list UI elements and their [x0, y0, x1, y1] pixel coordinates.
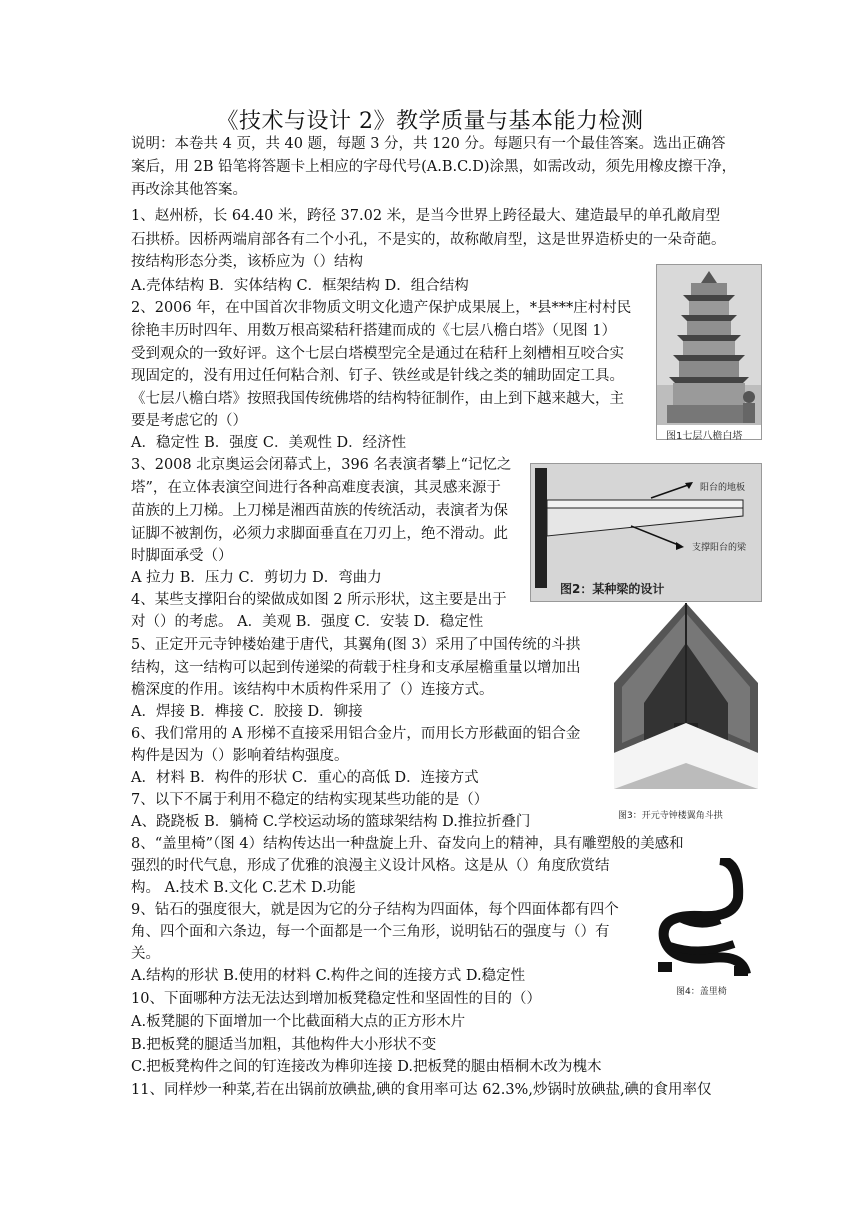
- question-6-line: 6、我们常用的 A 形梯不直接采用铝合金片，而用长方形截面的铝合金: [131, 726, 581, 742]
- question-9-line: 角、四个面和六条边，每一个面都是一个三角形，说明钻石的强度与（）有: [131, 924, 610, 940]
- figure-2-label-floor: 阳台的地板: [700, 483, 746, 493]
- question-10-option-cd: C.把板凳构件之间的钉连接改为榫卯连接 D.把板凳的腿由梧桐木改为槐木: [131, 1059, 602, 1075]
- pagoda-illustration: [657, 265, 761, 439]
- figure-2-caption: 图2：某种梁的设计: [560, 582, 665, 596]
- intro-line: 案后，用 2B 铅笔将答题卡上相应的字母代号(A.B.C.D)涂黑，如需改动，须先用橡皮擦干净，: [131, 159, 737, 175]
- question-3-line: 苗族的上刀梯。上刀梯是湘西苗族的传统活动，表演者为保: [131, 503, 508, 519]
- question-10-option-b: B.把板凳的腿适当加粗，其他构件大小形状不变: [131, 1037, 437, 1053]
- question-2-line: 徐艳丰历时四年、用数万根高粱秸秆搭建而成的《七层八檐白塔》（见图 1）: [131, 323, 617, 339]
- question-1-options: A.壳体结构 B．实体结构 C．框架结构 D．组合结构: [131, 278, 469, 294]
- question-2-line: 受到观众的一致好评。这个七层白塔模型完全是通过在秸秆上刻槽相互咬合实: [131, 346, 624, 362]
- question-4-options: 对（）的考虑。 A．美观 B．强度 C．安装 D．稳定性: [131, 614, 484, 630]
- question-8-options: 构。 A.技术 B.文化 C.艺术 D.功能: [131, 880, 356, 896]
- question-1-line: 石拱桥。因桥两端肩部各有二个小孔，不是实的，故称敞肩型，这是世界造桥史的一朵奇葩。: [131, 232, 726, 248]
- question-10-option-a: A.板凳腿的下面增加一个比截面稍大点的正方形木片: [131, 1014, 466, 1030]
- page-title: 《技术与设计 2》教学质量与基本能力检测: [216, 109, 644, 134]
- question-1-line: 按结构形态分类，该桥应为（）结构: [131, 254, 363, 270]
- roof-illustration: [614, 603, 758, 805]
- question-5-line: 5、正定开元寺钟楼始建于唐代，其翼角(图 3）采用了中国传统的斗拱: [131, 637, 581, 653]
- question-3-line: 3、2008 北京奥运会闭幕式上，396 名表演者攀上“记忆之: [131, 457, 512, 473]
- figure-1-pagoda-photo: [656, 264, 762, 440]
- question-9-options: A.结构的形状 B.使用的材料 C.构件之间的连接方式 D.稳定性: [131, 968, 526, 984]
- question-2-line: 2、2006 年，在中国首次非物质文明文化遗产保护成果展上，*县***庄村村民: [131, 300, 632, 316]
- question-3-line: 塔”，在立体表演空间进行各种高难度表演，其灵感来源于: [131, 480, 501, 496]
- question-2-options: A．稳定性 B．强度 C．美观性 D．经济性: [131, 435, 407, 451]
- question-4-line: 4、某些支撑阳台的梁做成如图 2 所示形状，这主要是出于: [131, 592, 507, 608]
- question-5-line: 檐深度的作用。该结构中木质构件采用了（）连接方式。: [131, 682, 494, 698]
- question-8-line: 8、“盖里椅”（图 4）结构传达出一种盘旋上升、奋发向上的精神，具有雕塑般的美感和: [131, 836, 684, 852]
- question-5-line: 结构，这一结构可以起到传递梁的荷载于柱身和支承屋檐重量以增加出: [131, 660, 581, 676]
- figure-4-chair-image: [650, 858, 752, 982]
- question-3-line: 时脚面承受（）: [131, 548, 233, 564]
- question-7-options: A、跷跷板 B．躺椅 C.学校运动场的篮球架结构 D.推拉折叠门: [131, 814, 531, 830]
- figure-3-roof-photo: [614, 603, 758, 805]
- question-2-line: 要是考虑它的（）: [131, 413, 247, 429]
- figure-3-caption: 图3：开元寺钟楼翼角斗拱: [618, 811, 723, 821]
- figure-2-label-beam: 支撑阳台的梁: [692, 543, 747, 553]
- question-9-line: 关。: [131, 946, 160, 962]
- figure-1-caption: 图1七层八檐白塔: [666, 431, 743, 442]
- question-8-line: 强烈的时代气息，形成了优雅的浪漫主义设计风格。这是从（）角度欣赏结: [131, 858, 610, 874]
- question-9-line: 9、钻石的强度很大，就是因为它的分子结构为四面体，每个四面体都有四个: [131, 902, 619, 918]
- intro-line: 说明：本卷共 4 页，共 40 题，每题 3 分，共 120 分。每题只有一个最佳答案。选出正确答: [131, 136, 726, 152]
- question-5-options: A．焊接 B．榫接 C．胶接 D．铆接: [131, 704, 363, 720]
- question-1-line: 1、赵州桥，长 64.40 米，跨径 37.02 米，是当今世界上跨径最大、建造最早的单孔敞肩型: [131, 208, 721, 224]
- figure-4-caption: 图4：盖里椅: [676, 987, 727, 997]
- question-11-line: 11、同样炒一种菜,若在出锅前放碘盐,碘的食用率可达 62.3%,炒锅时放碘盐,碘的食用率仅: [131, 1082, 712, 1098]
- intro-line: 再改涂其他答案。: [131, 182, 247, 198]
- question-3-line: 证脚不被割伤，必须力求脚面垂直在刀刃上，绝不滑动。此: [131, 526, 508, 542]
- question-6-line: 构件是因为（）影响着结构强度。: [131, 748, 349, 764]
- question-2-line: 现固定的，没有用过任何粘合剂、钉子、铁丝或是针线之类的辅助固定工具。: [131, 368, 624, 384]
- question-2-line: 《七层八檐白塔》按照我国传统佛塔的结构特征制作，由上到下越来越大，主: [131, 391, 624, 407]
- chair-illustration: [650, 858, 752, 982]
- question-6-options: A．材料 B．构件的形状 C．重心的高低 D．连接方式: [131, 770, 479, 786]
- question-3-options: A 拉力 B．压力 C．剪切力 D．弯曲力: [131, 570, 382, 586]
- question-10-line: 10、下面哪种方法无法达到增加板凳稳定性和坚固性的目的（）: [131, 991, 541, 1007]
- question-7-line: 7、以下不属于利用不稳定的结构实现某些功能的是（）: [131, 792, 489, 808]
